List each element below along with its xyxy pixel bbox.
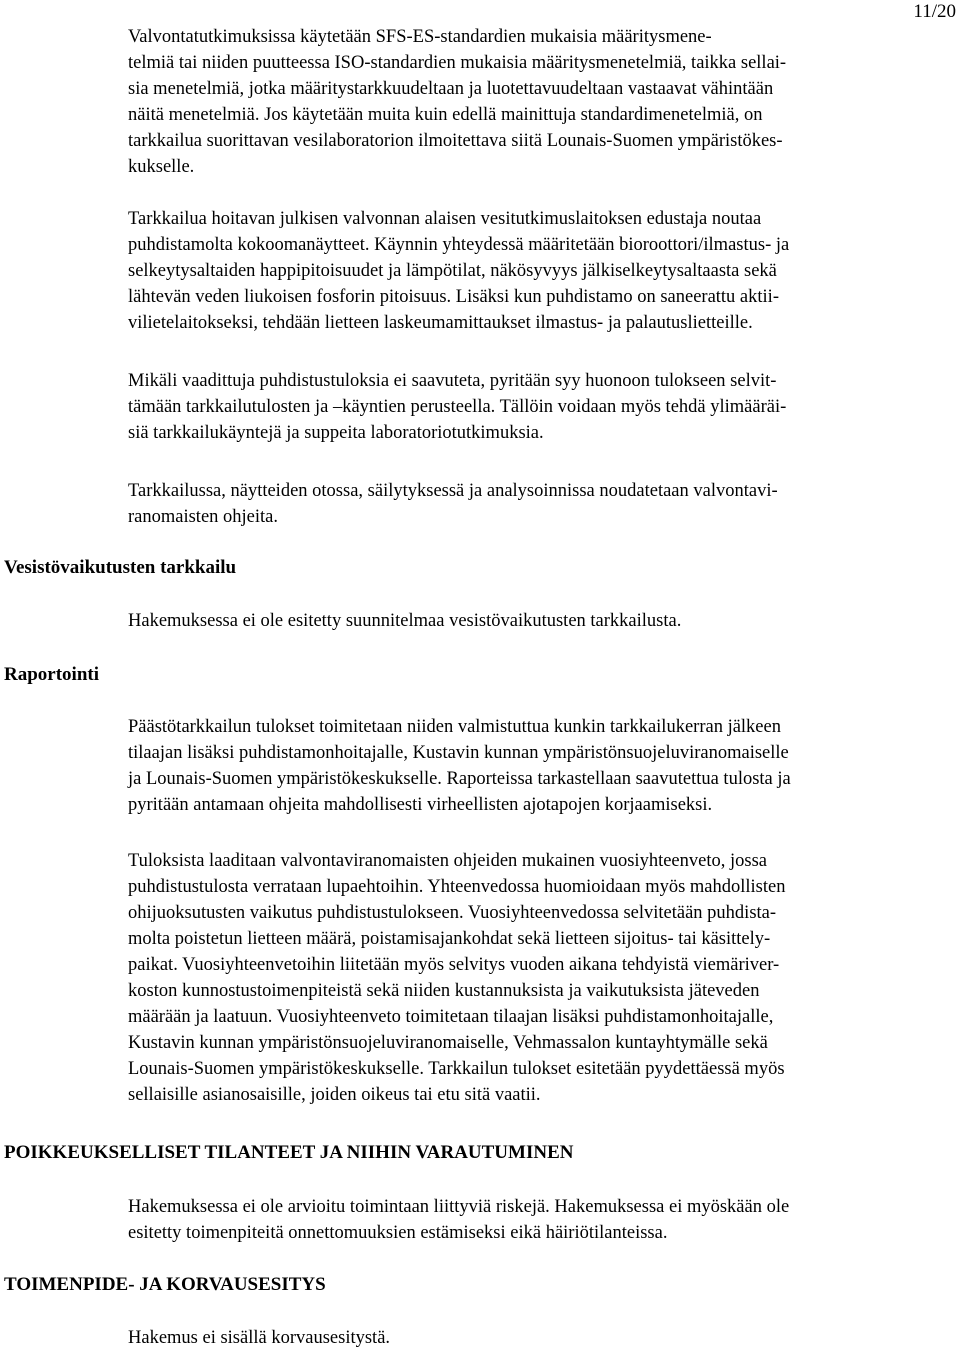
text-line: pyritään antamaan ohjeita mahdollisesti virheellisten ajotapojen korjaamiseksi. xyxy=(128,795,713,815)
text-line: tilaajan lisäksi puhdistamonhoitajalle, Kustavin kunnan ympäristönsuojeluviranomaiselle xyxy=(128,743,789,763)
text-line: selkeytysaltaiden happipitoisuudet ja lämpötilat, näkösyvyys jälkiselkeytysaltaasta sekä xyxy=(128,261,777,281)
text-line: Kustavin kunnan ympäristönsuojeluviranomaiselle, Vehmassalon kuntayhtymälle sekä xyxy=(128,1033,768,1053)
text-line: kukselle. xyxy=(128,157,195,177)
paragraph-results-not-met xyxy=(128,368,958,446)
text-line: tämään tarkkailutulosten ja –käyntien perusteella. Tällöin voidaan myös tehdä ylimääräi- xyxy=(128,397,787,417)
paragraph-compensation xyxy=(128,1325,958,1351)
text-line: sellaisille asianosaisille, joiden oikeus tai etu sitä vaatii. xyxy=(128,1085,541,1105)
text-line: Tarkkailussa, näytteiden otossa, säilytyksessä ja analysoinnissa noudatetaan valvontavi- xyxy=(128,481,778,501)
paragraph-risks xyxy=(128,1194,958,1246)
text-line: vilietelaitokseksi, tehdään lietteen laskeumamittaukset ilmastus- ja palautuslietteille. xyxy=(128,313,753,333)
heading-poikkeukselliset-tilanteet: POIKKEUKSELLISET TILANTEET JA NIIHIN VARAUTUMINEN xyxy=(4,1142,574,1163)
text-line: Hakemuksessa ei ole esitetty suunnitelmaa vesistövaikutusten tarkkailusta. xyxy=(128,611,682,631)
page-number: 11/20 xyxy=(913,1,956,22)
text-line: ranomaisten ohjeita. xyxy=(128,507,279,527)
text-line: määrään ja laatuun. Vuosiyhteenveto toimitetaan tilaajan lisäksi puhdistamonhoitajalle, xyxy=(128,1007,774,1027)
paragraph-authority-guidelines xyxy=(128,478,958,530)
heading-toimenpide-ja-korvausesitys: TOIMENPIDE- JA KORVAUSESITYS xyxy=(4,1274,326,1295)
paragraph-annual-summary xyxy=(128,848,958,1108)
text-line: koston kunnostustoimenpiteistä sekä niiden kustannuksista ja vaikutuksista jäteveden xyxy=(128,981,760,1001)
text-line: Valvontatutkimuksissa käytetään SFS-ES-standardien mukaisia määritysmene- xyxy=(128,27,712,47)
text-line: siä tarkkailukäyntejä ja suppeita laboratoriotutkimuksia. xyxy=(128,423,544,443)
text-line: Hakemus ei sisällä korvausesitystä. xyxy=(128,1328,391,1348)
text-line: molta poistetun lietteen määrä, poistamisajankohdat sekä lietteen sijoitus- tai käsittely- xyxy=(128,929,771,949)
heading-raportointi: Raportointi xyxy=(4,664,99,685)
paragraph-reporting xyxy=(128,714,958,818)
text-line: näitä menetelmiä. Jos käytetään muita kuin edellä mainittuja standardimenetelmiä, on xyxy=(128,105,763,125)
text-line: Hakemuksessa ei ole arvioitu toimintaan liittyviä riskejä. Hakemuksessa ei myöskään ole xyxy=(128,1197,790,1217)
heading-vesistovaikutusten-tarkkailu: Vesistövaikutusten tarkkailu xyxy=(4,557,237,578)
text-line: puhdistamolta kokoomanäytteet. Käynnin yhteydessä määritetään bioroottori/ilmastus- ja xyxy=(128,235,790,255)
text-line: paikat. Vuosiyhteenvetoihin liitetään myös selvitys vuoden aikana tehdyistä viemäriver- xyxy=(128,955,780,975)
text-line: Lounais-Suomen ympäristökeskukselle. Tarkkailun tulokset esitetään pyydettäessä myös xyxy=(128,1059,785,1079)
text-line: Tarkkailua hoitavan julkisen valvonnan alaisen vesitutkimuslaitoksen edustaja noutaa xyxy=(128,209,762,229)
paragraph-no-plan xyxy=(128,608,958,634)
text-line: ohijuoksutusten vaikutus puhdistustulokseen. Vuosiyhteenvedossa selvitetään puhdista- xyxy=(128,903,777,923)
text-line: tarkkailua suorittavan vesilaboratorion ilmoitettava siitä Lounais-Suomen ympäristökes- xyxy=(128,131,783,151)
text-line: Päästötarkkailun tulokset toimitetaan niiden valmistuttua kunkin tarkkailukerran jälkeen xyxy=(128,717,781,737)
text-line: telmiä tai niiden puutteessa ISO-standardien mukaisia määritysmenetelmiä, taikka sellai- xyxy=(128,53,787,73)
text-line: esitetty toimenpiteitä onnettomuuksien estämiseksi eikä häiriötilanteissa. xyxy=(128,1223,668,1243)
text-line: lähtevän veden liukoisen fosforin pitoisuus. Lisäksi kun puhdistamo on saneerattu aktii- xyxy=(128,287,779,307)
text-line: Tuloksista laaditaan valvontaviranomaisten ohjeiden mukainen vuosiyhteenveto, jossa xyxy=(128,851,767,871)
paragraph-analysis-methods xyxy=(128,24,958,180)
text-line: puhdistustulosta verrataan lupaehtoihin. Yhteenvedossa huomioidaan myös mahdollisten xyxy=(128,877,786,897)
text-line: ja Lounais-Suomen ympäristökeskukselle. Raporteissa tarkastellaan saavutettua tulosta ja xyxy=(128,769,791,789)
text-line: Mikäli vaadittuja puhdistustuloksia ei saavuteta, pyritään syy huonoon tulokseen selvit- xyxy=(128,371,777,391)
text-line: sia menetelmiä, jotka määritystarkkuudeltaan ja luotettavuudeltaan vastaavat vähintään xyxy=(128,79,774,99)
paragraph-sampling xyxy=(128,206,958,336)
